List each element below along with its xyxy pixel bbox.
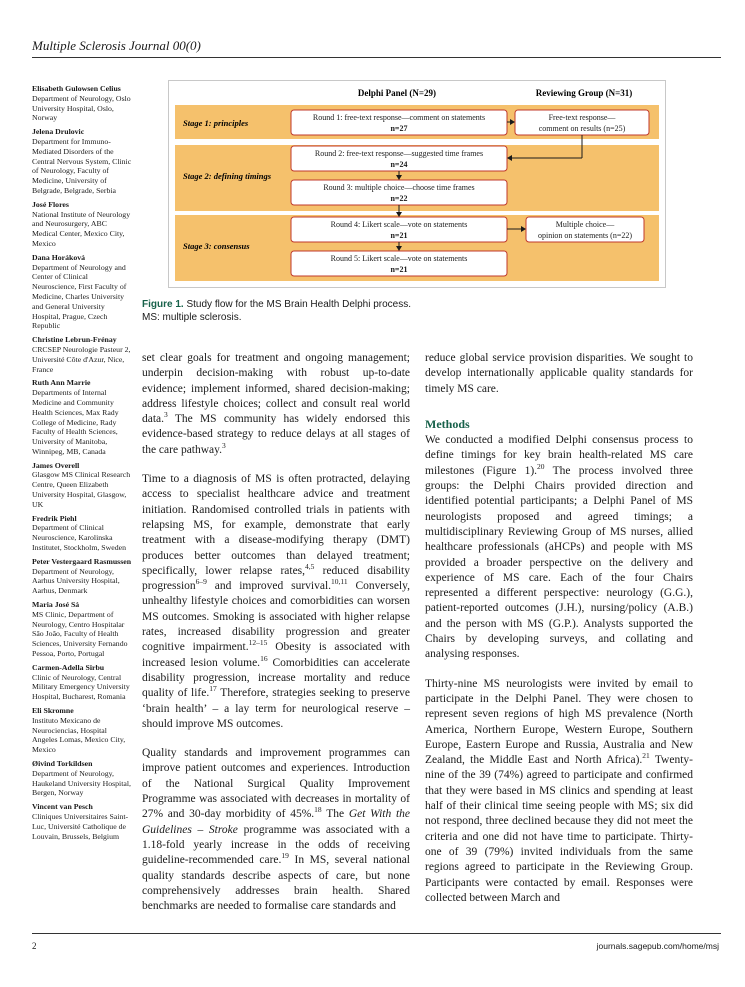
- author-address: National Institute of Neurology and Neurosurgery, ABC Medical Center, Mexico City, Mexico: [32, 209, 131, 248]
- author-name: Øivind Torkildsen: [32, 759, 93, 768]
- header-rule: [32, 57, 721, 58]
- affiliation-entry: [32, 600, 132, 659]
- author-name: James Overell: [32, 460, 80, 470]
- affiliation-entry: [32, 461, 132, 510]
- round-1-n: n=27: [390, 124, 408, 133]
- study-flow-diagram: [169, 81, 665, 287]
- author-address: Department of Neurology, Aarhus University Hospital, Aarhus, Denmark: [32, 566, 120, 596]
- round-4-n: n=21: [390, 231, 408, 240]
- review-2-text-a: Multiple choice—: [555, 220, 615, 229]
- figure-label: Figure 1.: [142, 299, 184, 310]
- author-address: Department of Neurology, Haukeland University Hospital, Bergen, Norway: [32, 768, 131, 798]
- affiliation-entry: [32, 127, 132, 196]
- affiliation-entry: [32, 335, 132, 374]
- author-address: Clinic of Neurology, Central Military Emergency University Hospital, Bucharest, Romania: [32, 672, 130, 702]
- author-name: Eli Skromne: [32, 706, 74, 716]
- delphi-panel-header: Delphi Panel (N=29): [357, 88, 437, 98]
- stage-3-label: Stage 3: consensus: [183, 241, 250, 251]
- author-address: CRCSEP Neurologie Pasteur 2, Université Côte d'Azur, Nice, France: [32, 344, 131, 374]
- affiliation-entry: [32, 706, 132, 755]
- round-5-n: n=21: [390, 265, 408, 274]
- paragraph: set clear goals for treatment and ongoing management; underpin decision-making with robust up-to-date evidence; implement informed, shared decision-making; address lifestyle choices; collect and consult real world data.$^3$ The MS community has widely endorsed this evidence-based strategy to reduce delays at all stages of the care pathway.$^3$: [142, 352, 410, 456]
- author-name: Peter Vestergaard Rasmussen: [32, 556, 132, 566]
- affiliation-entry: [32, 84, 132, 123]
- author-address: Instituto Mexicano de Neurociencias, Hospital Angeles Lomas, Mexico City, Mexico: [32, 715, 126, 755]
- affiliation-entry: [32, 378, 132, 456]
- paragraph: We conducted a modified Delphi consensus process to define timings for key brain health-related MS care milestones (Figure 1).$^{20}$ The process involved three groups: the Delphi Chairs provided direction and identified potential participants; a Delphi Panel of MS neurologists proposed and agreed timings; a multidisciplinary Reviewing Group of MS nurses, allied healthcare professionals (aHCPs) and people with MS provided a broader perspective on the delivery and experience of MS care. Each of the four Chairs represented a different perspective: neurology (G.G.), patient-reported outcomes (J.H.), nursing/policy (A.B.) and the person with MS (G.P.). Analysts supported the Chairs by developing surveys, and collating and analysing responses.: [425, 434, 694, 661]
- right-column: [425, 351, 693, 920]
- paragraph: Thirty-nine MS neurologists were invited by email to participate in the Delphi Panel. They were chosen to represent seven regions of high MS prevalence (North America, Northern Europe, Western Europe, Southern Europe, Eastern Europe and Russia, Australia and New Zealand, the Middle East and North Africa).$^{21}$ Twenty-nine of the 39 (74%) agreed to participate and confirmed that they were based in MS clinics and spending at least half of their clinical time seeing people with MS; six did not respond, three declined because they did not meet the criteria and one did not have time to participate. Thirty-one of 39 (79%) invited individuals from the same regions agreed to participate in the Reviewing Group. Participants were contacted by email. Responses were collected between March and: [425, 677, 693, 904]
- review-2-text-b: opinion on statements (n=22): [537, 231, 633, 240]
- affiliation-entry: [32, 514, 132, 553]
- author-address: Departments of Internal Medicine and Community Health Sciences, Max Rady College of Medicine, Rady Faculty of Health Sciences, University of Manitoba, Winnipeg, MB, Canada: [32, 388, 119, 456]
- author-name: Christine Lebrun-Frénay: [32, 335, 117, 345]
- author-name: Carmen-Adella Sirbu: [32, 662, 105, 672]
- round-3-n: n=22: [390, 194, 408, 203]
- author-address: Department of Clinical Neuroscience, Karolinska Institutet, Stockholm, Sweden: [32, 523, 126, 553]
- author-name: Elisabeth Gulowsen Celius: [32, 84, 121, 93]
- author-affiliations: [32, 84, 132, 845]
- figure-caption-text: Study flow for the MS Brain Health Delphi process.: [186, 299, 412, 310]
- journal-url[interactable]: journals.sagepub.com/home/msj: [596, 941, 719, 951]
- round-4-text: Round 4: Likert scale—vote on statements: [330, 220, 468, 229]
- footer-rule: [32, 933, 721, 934]
- round-3-text: Round 3: multiple choice—choose time frames: [323, 183, 475, 192]
- reviewing-group-header: Reviewing Group (N=31): [535, 88, 633, 98]
- stage-1-label: Stage 1: principles: [183, 118, 249, 128]
- author-name: Vincent van Pesch: [32, 802, 93, 812]
- author-address: Department for Immuno-Mediated Disorders of the Central Nervous System, Clinic of Neurology, Faculty of Medicine, University of Belgrade, Belgrade, Serbia: [32, 136, 132, 195]
- methods-heading: Methods: [425, 416, 470, 431]
- review-1-text-b: comment on results (n=25): [538, 124, 626, 133]
- author-address: MS Clinic, Department of Neurology, Centro Hospitalar São João, Faculty of Health Sciences, University Fernando Pessoa, Porto, Portugal: [32, 609, 128, 659]
- affiliation-entry: [32, 200, 132, 249]
- round-2-text: Round 2: free-text response—suggested time frames: [314, 149, 484, 158]
- running-header: Multiple Sclerosis Journal 00(0): [32, 38, 201, 53]
- paragraph: reduce global service provision disparities. We sought to develop internationally applicable quality standards for timely MS care.: [425, 352, 693, 395]
- figure-1: [168, 80, 666, 288]
- author-name: Dana Horáková: [32, 252, 86, 262]
- author-address: Cliniques Universitaires Saint-Luc, Université Catholique de Louvain, Brussels, Belgium: [32, 811, 129, 841]
- affiliation-entry: [32, 253, 132, 331]
- author-address: Department of Neurology and Center of Clinical Neuroscience, First Faculty of Medicine, Charles University and General University Hospital, Prague, Czech Republic: [32, 262, 127, 331]
- figure-caption: [142, 298, 642, 324]
- affiliation-entry: [32, 802, 132, 841]
- author-name: José Flores: [32, 199, 69, 209]
- round-5-text: Round 5: Likert scale—vote on statements: [330, 254, 468, 263]
- review-1-text-a: Free-text response—: [548, 113, 616, 122]
- author-name: Fredrik Piehl: [32, 513, 77, 523]
- round-2-n: n=24: [390, 160, 408, 169]
- author-address: Glasgow MS Clinical Research Centre, Queen Elizabeth University Hospital, Glasgow, UK: [32, 470, 131, 509]
- author-name: Ruth Ann Marrie: [32, 378, 91, 388]
- stage-2-label: Stage 2: defining timings: [183, 171, 272, 181]
- author-name: Maria José Sá: [32, 600, 80, 610]
- figure-abbreviation: MS: multiple sclerosis.: [142, 312, 242, 323]
- affiliation-entry: [32, 759, 132, 798]
- page-number: 2: [32, 941, 37, 951]
- paragraph: Time to a diagnosis of MS is often protracted, delaying access to specialist healthcare advice and treatment initiation. Randomised controlled trials in patients with relapsing MS, for example, demonstrate that early treatment with a disease-modifying therapy (DMT) produces better outcomes than delayed treatment; specifically, lower relapse rates,$^{4,5}$ reduced disability progression$^{6-9}$ and improved survival.$^{10,11}$ Conversely, unhealthy lifestyle choices and comorbidities can worsen MS outcomes. Smoking is associated with higher relapse rates, increased disability progression and greater cognitive impairment.$^{12-15}$ Obesity is associated with increased lesion volume.$^{16}$ Comorbidities can accelerate disability progression, increase mortality and reduce quality of life.$^{17}$ Therefore, strategies seeking to preserve ‘brain health’ – a lay term for neurological reserve – should improve MS outcomes.: [142, 473, 411, 730]
- affiliation-entry: [32, 663, 132, 702]
- author-address: Department of Neurology, Oslo University Hospital, Oslo, Norway: [32, 93, 131, 123]
- affiliation-entry: [32, 557, 132, 596]
- round-1-text: Round 1: free-text response—comment on statements: [312, 113, 486, 122]
- left-column: [142, 351, 410, 928]
- paragraph: Quality standards and improvement programmes can improve patient outcomes and experiences. Introduction of the National Surgical Quality Improvement Programme was associated with decreases in mortality of 27% and 30-day morbidity of 45%.$^{18}$ The Get With the Guidelines – Stroke programme was associated with a 1.18-fold yearly increase in the odds of receiving guideline-recommended care.$^{19}$ In MS, several national quality standards describe aspects of care, but none comprehensively addresses brain health. Shared benchmarks are needed to formalise care standards and: [142, 747, 411, 913]
- author-name: Jelena Drulovic: [32, 127, 85, 137]
